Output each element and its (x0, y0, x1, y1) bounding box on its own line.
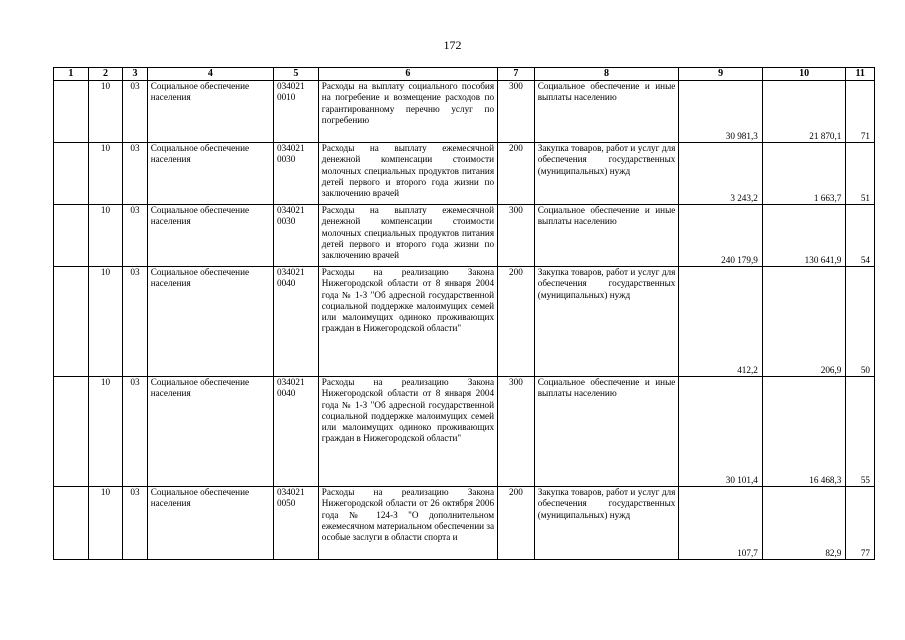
cell-target-code: 034021 0030 (273, 205, 318, 267)
cell-subsection-name: Социальное обеспечение населения (147, 81, 273, 143)
cell-subsection: 03 (123, 267, 147, 377)
cell-section: 10 (88, 377, 123, 487)
header-cell: 6 (318, 68, 497, 81)
cell-expense-name: Расходы на реализацию Закона Нижегородской области от 26 октября 2006 года № 124-З "О дополнительном ежемесячном материальном обеспечении за особые заслуги в области спорта и (318, 487, 497, 560)
cell-subsection-name: Социальное обеспечение населения (147, 487, 273, 560)
cell-expense-name: Расходы на реализацию Закона Нижегородской области от 8 января 2004 года № 1-З "Об адресной государственной социальной поддержке малоимущих семей или малоимущих одиноко проживающих граждан в Нижегородской области" (318, 377, 497, 487)
cell-actual: 16 468,3 (762, 377, 846, 487)
cell-target-code: 034021 0030 (273, 143, 318, 205)
cell-section: 10 (88, 81, 123, 143)
table-row (54, 377, 875, 487)
cell-expense-type: 300 (498, 377, 535, 487)
cell-expense-name: Расходы на выплату ежемесячной денежной компенсации стоимости молочных специальных продуктов питания детей первого и второго года жизни по заключению врачей (318, 205, 497, 267)
header-cell: 10 (762, 68, 846, 81)
table-row (54, 267, 875, 377)
cell-expense-name: Расходы на реализацию Закона Нижегородской области от 8 января 2004 года № 1-З "Об адресной государственной социальной поддержке малоимущих семей или малоимущих одиноко проживающих граждан в Нижегородской области" (318, 267, 497, 377)
cell-expense-type-name: Социальное обеспечение и иные выплаты населению (534, 377, 679, 487)
cell-subsection: 03 (123, 487, 147, 560)
cell-subsection-name: Социальное обеспечение населения (147, 377, 273, 487)
cell-target-code: 034021 0040 (273, 377, 318, 487)
cell-section: 10 (88, 143, 123, 205)
cell-col1 (54, 377, 89, 487)
cell-expense-name: Расходы на выплату ежемесячной денежной компенсации стоимости молочных специальных продуктов питания детей первого и второго года жизни по заключению врачей (318, 143, 497, 205)
cell-plan: 3 243,2 (679, 143, 763, 205)
cell-percent: 54 (846, 205, 875, 267)
cell-col1 (54, 487, 89, 560)
cell-percent: 50 (846, 267, 875, 377)
cell-subsection-name: Социальное обеспечение населения (147, 143, 273, 205)
cell-expense-name: Расходы на выплату социального пособия на погребение и возмещение расходов по гарантированному перечню услуг по погребению (318, 81, 497, 143)
header-row (54, 68, 875, 81)
cell-section: 10 (88, 267, 123, 377)
cell-col1 (54, 143, 89, 205)
cell-expense-type: 200 (498, 143, 535, 205)
cell-section: 10 (88, 205, 123, 267)
header-cell: 9 (679, 68, 763, 81)
cell-percent: 55 (846, 377, 875, 487)
cell-expense-type: 300 (498, 81, 535, 143)
cell-plan: 240 179,9 (679, 205, 763, 267)
cell-actual: 130 641,9 (762, 205, 846, 267)
cell-plan: 412,2 (679, 267, 763, 377)
cell-expense-type: 200 (498, 267, 535, 377)
cell-subsection: 03 (123, 377, 147, 487)
cell-percent: 71 (846, 81, 875, 143)
table-row (54, 143, 875, 205)
cell-actual: 206,9 (762, 267, 846, 377)
cell-subsection-name: Социальное обеспечение населения (147, 267, 273, 377)
cell-expense-type: 300 (498, 205, 535, 267)
cell-target-code: 034021 0040 (273, 267, 318, 377)
header-cell: 11 (846, 68, 875, 81)
header-cell: 4 (147, 68, 273, 81)
cell-subsection-name: Социальное обеспечение населения (147, 205, 273, 267)
table-row (54, 487, 875, 560)
cell-actual: 82,9 (762, 487, 846, 560)
cell-actual: 21 870,1 (762, 81, 846, 143)
cell-expense-type-name: Социальное обеспечение и иные выплаты населению (534, 205, 679, 267)
cell-target-code: 034021 0010 (273, 81, 318, 143)
page-number: 172 (443, 38, 462, 52)
budget-table (53, 67, 875, 560)
cell-subsection: 03 (123, 205, 147, 267)
cell-expense-type-name: Закупка товаров, работ и услуг для обеспечения государственных (муниципальных) нужд (534, 267, 679, 377)
cell-col1 (54, 267, 89, 377)
cell-plan: 107,7 (679, 487, 763, 560)
cell-percent: 77 (846, 487, 875, 560)
header-cell: 8 (534, 68, 679, 81)
cell-plan: 30 981,3 (679, 81, 763, 143)
cell-col1 (54, 81, 89, 143)
cell-col1 (54, 205, 89, 267)
table-row (54, 81, 875, 143)
cell-subsection: 03 (123, 143, 147, 205)
cell-expense-type: 200 (498, 487, 535, 560)
table-row (54, 205, 875, 267)
cell-expense-type-name: Закупка товаров, работ и услуг для обеспечения государственных (муниципальных) нужд (534, 143, 679, 205)
cell-plan: 30 101,4 (679, 377, 763, 487)
header-cell: 5 (273, 68, 318, 81)
cell-percent: 51 (846, 143, 875, 205)
cell-actual: 1 663,7 (762, 143, 846, 205)
header-cell: 3 (123, 68, 147, 81)
header-cell: 7 (498, 68, 535, 81)
cell-expense-type-name: Закупка товаров, работ и услуг для обеспечения государственных (муниципальных) нужд (534, 487, 679, 560)
header-cell: 2 (88, 68, 123, 81)
cell-subsection: 03 (123, 81, 147, 143)
cell-expense-type-name: Социальное обеспечение и иные выплаты населению (534, 81, 679, 143)
header-cell: 1 (54, 68, 89, 81)
cell-section: 10 (88, 487, 123, 560)
cell-target-code: 034021 0050 (273, 487, 318, 560)
